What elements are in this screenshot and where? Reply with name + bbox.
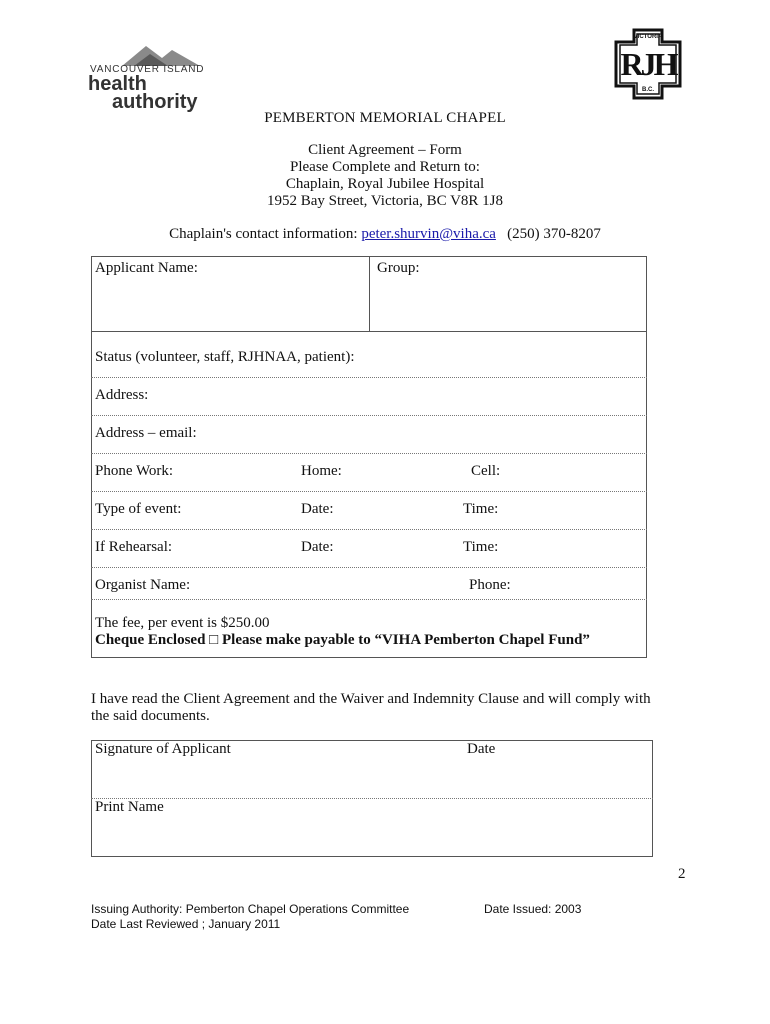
fee-text: The fee, per event is $250.00 [95, 615, 270, 631]
event-type-field[interactable]: Type of event: [95, 501, 182, 517]
vancouver-island-health-authority-logo [88, 42, 218, 114]
status-field[interactable]: Status (volunteer, staff, RJHNAA, patient): [95, 349, 355, 365]
footer-date-reviewed: Date Last Reviewed ; January 2011 [91, 917, 281, 931]
signature-field[interactable]: Signature of Applicant [95, 741, 231, 757]
name-group-divider [369, 256, 370, 331]
row-divider [91, 529, 647, 530]
agreement-line-1: I have read the Client Agreement and the Waiver and Indemnity Clause and will comply with [91, 691, 651, 707]
footer-issuing-authority: Issuing Authority: Pemberton Chapel Operations Committee [91, 902, 410, 916]
footer-date-issued: Date Issued: 2003 [484, 902, 582, 916]
page-number: 2 [678, 866, 686, 882]
row-divider [91, 798, 653, 799]
logo-victoria-text: VICTORIA [633, 34, 663, 40]
return-instructions: Please Complete and Return to: [290, 159, 480, 175]
rehearsal-field[interactable]: If Rehearsal: [95, 539, 173, 555]
row-divider [91, 491, 647, 492]
print-name-field[interactable]: Print Name [95, 799, 164, 815]
event-time-field[interactable]: Time: [463, 501, 499, 517]
row-divider [91, 331, 647, 332]
logo-line-authority: authority [112, 91, 198, 113]
rehearsal-date-field[interactable]: Date: [301, 539, 334, 555]
rjh-victoria-logo [612, 28, 684, 100]
row-divider [91, 377, 647, 378]
contact-email-link[interactable]: peter.shurvin@viha.ca [361, 226, 496, 242]
contact-phone: (250) 370-8207 [507, 226, 601, 242]
contact-info [0, 226, 770, 243]
group-field[interactable]: Group: [377, 260, 420, 276]
rehearsal-time-field[interactable]: Time: [463, 539, 499, 555]
recipient-address: 1952 Bay Street, Victoria, BC V8R 1J8 [266, 193, 504, 209]
agreement-line-2: the said documents. [91, 708, 210, 724]
address-field[interactable]: Address: [95, 387, 149, 403]
cheque-enclosed-checkbox[interactable]: Cheque Enclosed □ Please make payable to “VIHA Pemberton Chapel Fund” [95, 632, 590, 648]
event-date-field[interactable]: Date: [301, 501, 334, 517]
organist-name-field[interactable]: Organist Name: [95, 577, 191, 593]
applicant-name-field[interactable]: Applicant Name: [95, 260, 198, 276]
logo-rjh-text: RJH [620, 46, 676, 82]
logo-line-health: health [88, 73, 147, 95]
row-divider [91, 567, 647, 568]
logo-bc-text: B.C. [642, 87, 654, 93]
recipient: Chaplain, Royal Jubilee Hospital [285, 176, 485, 192]
phone-home-field[interactable]: Home: [301, 463, 342, 479]
organist-phone-field[interactable]: Phone: [469, 577, 511, 593]
phone-work-field[interactable]: Phone Work: [95, 463, 174, 479]
contact-label: Chaplain's contact information: [169, 226, 358, 242]
row-divider [91, 415, 647, 416]
signature-date-field[interactable]: Date [467, 741, 496, 757]
phone-cell-field[interactable]: Cell: [471, 463, 501, 479]
page-title: PEMBERTON MEMORIAL CHAPEL [264, 110, 506, 126]
row-divider [91, 599, 647, 600]
row-divider [91, 453, 647, 454]
address-email-field[interactable]: Address – email: [95, 425, 197, 441]
logo-line-vancouver-island: VANCOUVER ISLAND [90, 64, 205, 75]
form-name: Client Agreement – Form [308, 142, 462, 158]
